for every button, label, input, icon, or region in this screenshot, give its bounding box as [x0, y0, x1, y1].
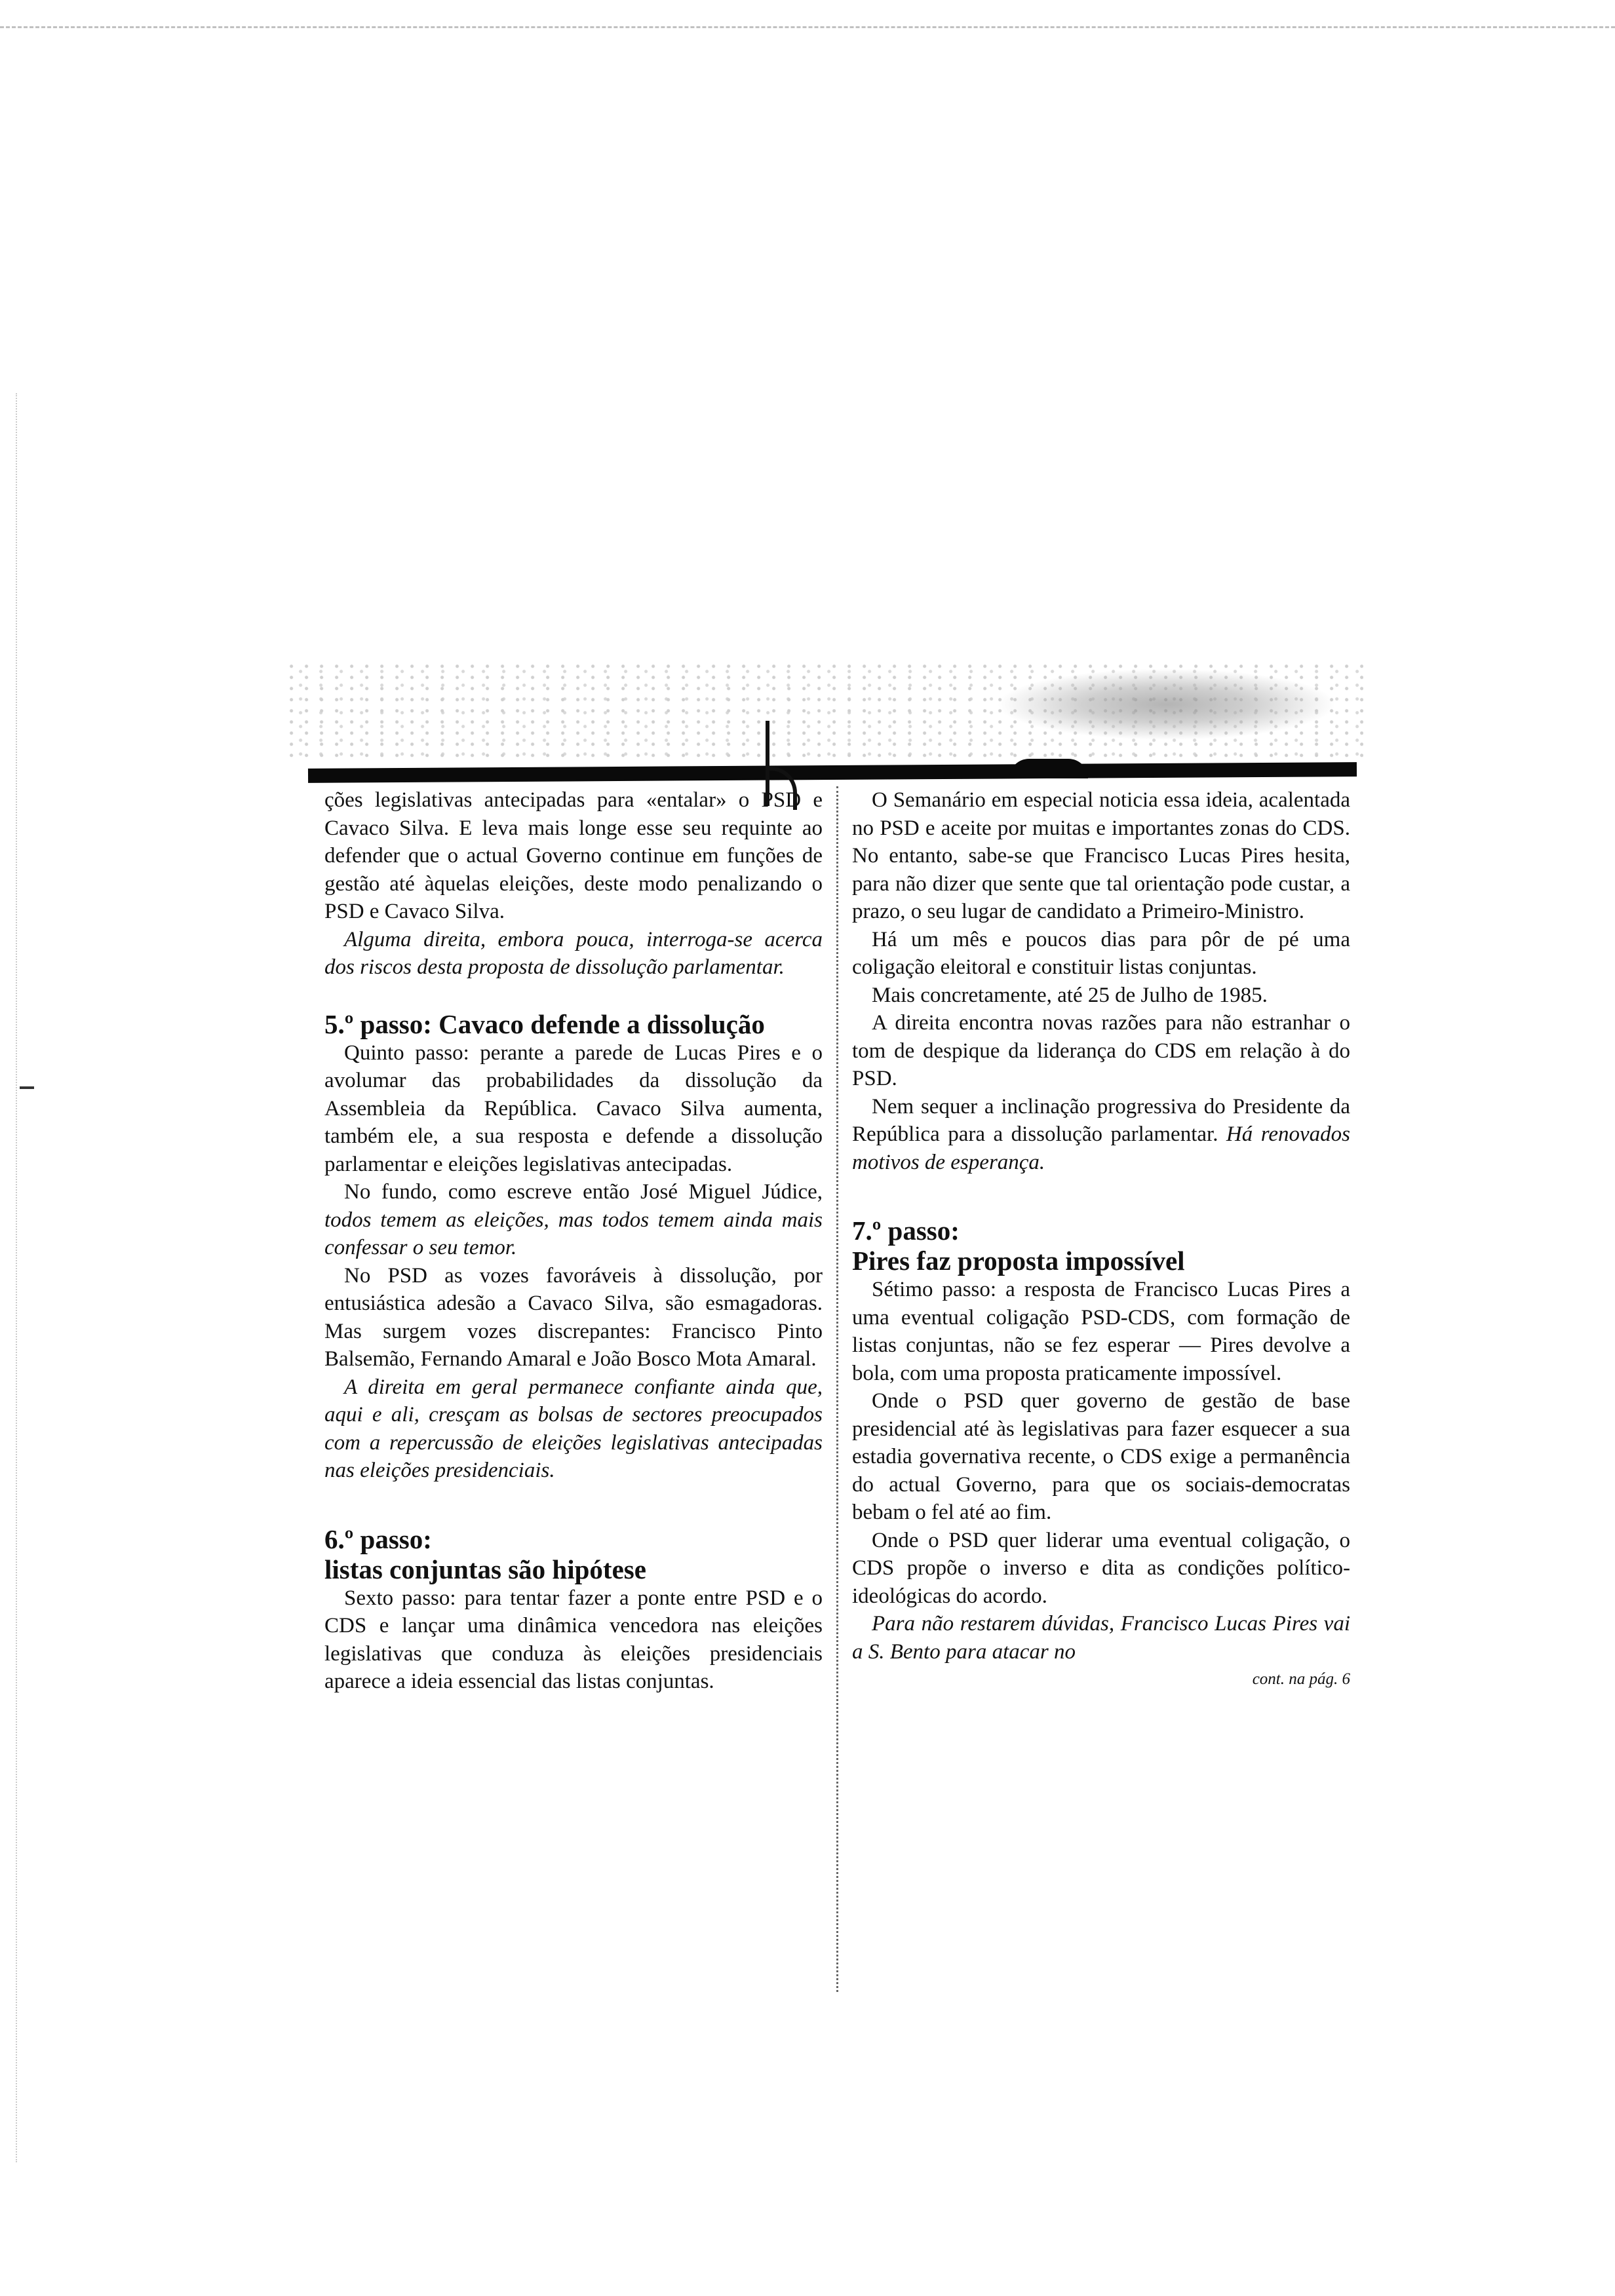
paragraph-italic: Alguma direita, embora pouca, interroga-se acerca dos riscos desta proposta de dissolução parlamentar. — [324, 927, 823, 979]
paragraph — [324, 1178, 823, 1262]
article-column-left — [324, 786, 823, 1696]
section-heading-7-title: Pires faz proposta impossível — [852, 1246, 1185, 1276]
paragraph-quote: Há renovados motivos de esperança. — [852, 1122, 1350, 1174]
scan-margin-mark — [20, 1086, 34, 1089]
newspaper-clipping — [288, 662, 1363, 2012]
scan-top-edge-noise — [0, 26, 1615, 32]
paragraph-text: No fundo, como escreve então José Miguel Júdice, — [344, 1180, 823, 1204]
paragraph: Quinto passo: perante a parede de Lucas Pires e o avolumar das probabilidades da dissolução da Assembleia da República. Cavaco Silva aumenta, também ele, a sua resposta e defende a dissolução parlamentar e eleições legislativas antecipadas. — [324, 1041, 823, 1176]
continuation-note: cont. na pág. 6 — [1252, 1670, 1350, 1688]
clipping-header-smudge — [996, 668, 1337, 740]
section-heading-6-title: listas conjuntas são hipótese — [324, 1554, 646, 1584]
paragraph: No PSD as vozes favoráveis à dissolução, por entusiástica adesão a Cavaco Silva, são esmagadoras. Mas surgem vozes discrepantes: Francisco Pinto Balsemão, Fernando Amaral e João Bosco Mota Amaral. — [324, 1263, 823, 1371]
section-heading-6-number: 6.º passo: — [324, 1523, 432, 1554]
scan-left-edge-noise — [16, 393, 18, 2162]
section-heading-7-number: 7.º passo: — [852, 1215, 960, 1246]
paragraph-italic: A direita em geral permanece confiante ainda que, aqui e ali, cresçam as bolsas de sectores preocupados com a repercussão de eleições legislativas antecipadas nas eleições presidenciais. — [324, 1375, 823, 1482]
header-rule — [308, 762, 1357, 783]
paragraph: O Semanário em especial noticia essa ideia, acalentada no PSD e aceite por muitas e importantes zonas do CDS. No entanto, sabe-se que Francisco Lucas Pires hesita, para não dizer que sente que tal orientação pode custar, a prazo, o seu lugar de candidato a Primeiro-Ministro. — [852, 788, 1350, 923]
paragraph: Onde o PSD quer governo de gestão de base presidencial até às legislativas para fazer esquecer a sua estadia governativa recente, o CDS exige a permanência do actual Governo, para que os sociais-democratas bebam o fel até ao fim. — [852, 1389, 1350, 1524]
paragraph: ções legislativas antecipadas para «entalar» o PSD e Cavaco Silva. E leva mais longe esse seu requinte ao defender que o actual Governo continue em funções de gestão até àquelas eleições, deste modo penalizando o PSD e Cavaco Silva. — [324, 788, 823, 923]
paragraph-text: Nem sequer a inclinação progressiva do Presidente da República para a dissolução parlamentar. — [852, 1094, 1350, 1146]
header-rule-notch — [1009, 759, 1088, 778]
paragraph-quote: todos temem as eleições, mas todos temem ainda mais confessar o seu temor. — [324, 1208, 823, 1259]
paragraph: Há um mês e poucos dias para pôr de pé uma coligação eleitoral e constituir listas conjuntas. — [852, 927, 1350, 979]
section-heading-5: 5.º passo: Cavaco defende a dissolução — [324, 1008, 765, 1039]
paragraph: A direita encontra novas razões para não estranhar o tom de despique da liderança do CDS em relação à do PSD. — [852, 1011, 1350, 1090]
article-column-right — [852, 786, 1350, 1694]
paragraph: Mais concretamente, até 25 de Julho de 1985. — [872, 983, 1268, 1007]
paragraph: Sexto passo: para tentar fazer a ponte entre PSD e o CDS e lançar uma dinâmica vencedora nas eleições legislativas que conduza às eleições presidenciais aparece a ideia essencial das listas conjuntas. — [324, 1586, 823, 1693]
paragraph: Sétimo passo: a resposta de Francisco Lucas Pires a uma eventual coligação PSD-CDS, com formação de listas conjuntas, não se fez esperar — Pires devolve a bola, com uma proposta praticamente impossível. — [852, 1278, 1350, 1385]
paragraph — [852, 1093, 1350, 1177]
paragraph-italic: Para não restarem dúvidas, Francisco Lucas Pires vai a S. Bento para atacar no — [852, 1612, 1350, 1664]
paragraph: Onde o PSD quer liderar uma eventual coligação, o CDS propõe o inverso e dita as condições político-ideológicas do acordo. — [852, 1528, 1350, 1608]
column-divider — [836, 786, 838, 1992]
